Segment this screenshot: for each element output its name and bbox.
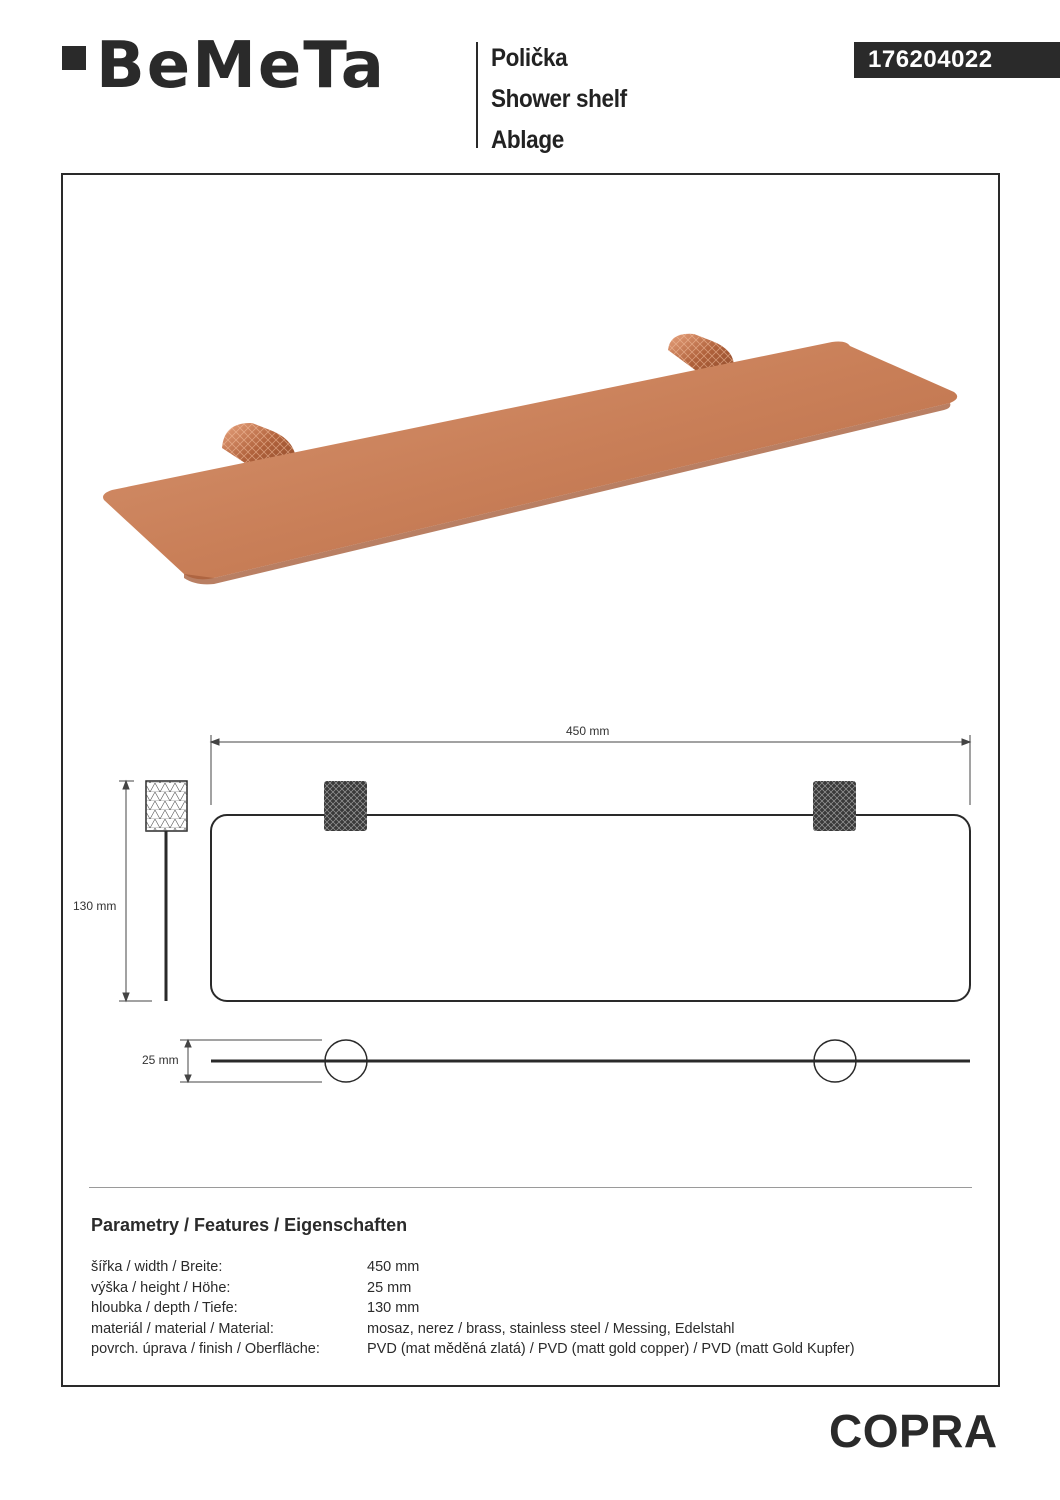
product-name-en: Shower shelf: [491, 85, 627, 113]
spec-value: 130 mm: [367, 1300, 420, 1316]
top-view: [211, 1040, 970, 1082]
product-name-de: Ablage: [491, 126, 564, 154]
spec-value: 450 mm: [367, 1259, 420, 1275]
series-name: COPRA: [829, 1405, 998, 1457]
height-label: 25 mm: [142, 1053, 179, 1067]
side-view: [146, 781, 187, 1001]
spec-label: povrch. úprava / finish / Oberfläche:: [91, 1341, 320, 1357]
bracket-front-right: [813, 781, 856, 831]
spec-label: výška / height / Höhe:: [91, 1280, 231, 1296]
width-label: 450 mm: [566, 724, 610, 738]
spec-value: PVD (mat měděná zlatá) / PVD (matt gold copper) / PVD (matt Gold Kupfer): [367, 1341, 855, 1357]
spec-label: materiál / material / Material:: [91, 1321, 274, 1337]
depth-label: 130 mm: [73, 899, 117, 913]
features-title: Parametry / Features / Eigenschaften: [91, 1215, 408, 1235]
features-separator: [89, 1187, 972, 1188]
bracket-front-left: [324, 781, 367, 831]
product-code-badge: 176204022: [854, 42, 1060, 78]
spec-label: šířka / width / Breite:: [91, 1259, 223, 1275]
spec-value: mosaz, nerez / brass, stainless steel / Messing, Edelstahl: [367, 1321, 735, 1337]
spec-label: hloubka / depth / Tiefe:: [91, 1300, 238, 1316]
product-name-cz: Polička: [491, 44, 568, 72]
shelf-front-view: [211, 815, 970, 1001]
spec-value: 25 mm: [367, 1280, 412, 1296]
logo-wordmark: BeMeTa: [96, 29, 386, 103]
